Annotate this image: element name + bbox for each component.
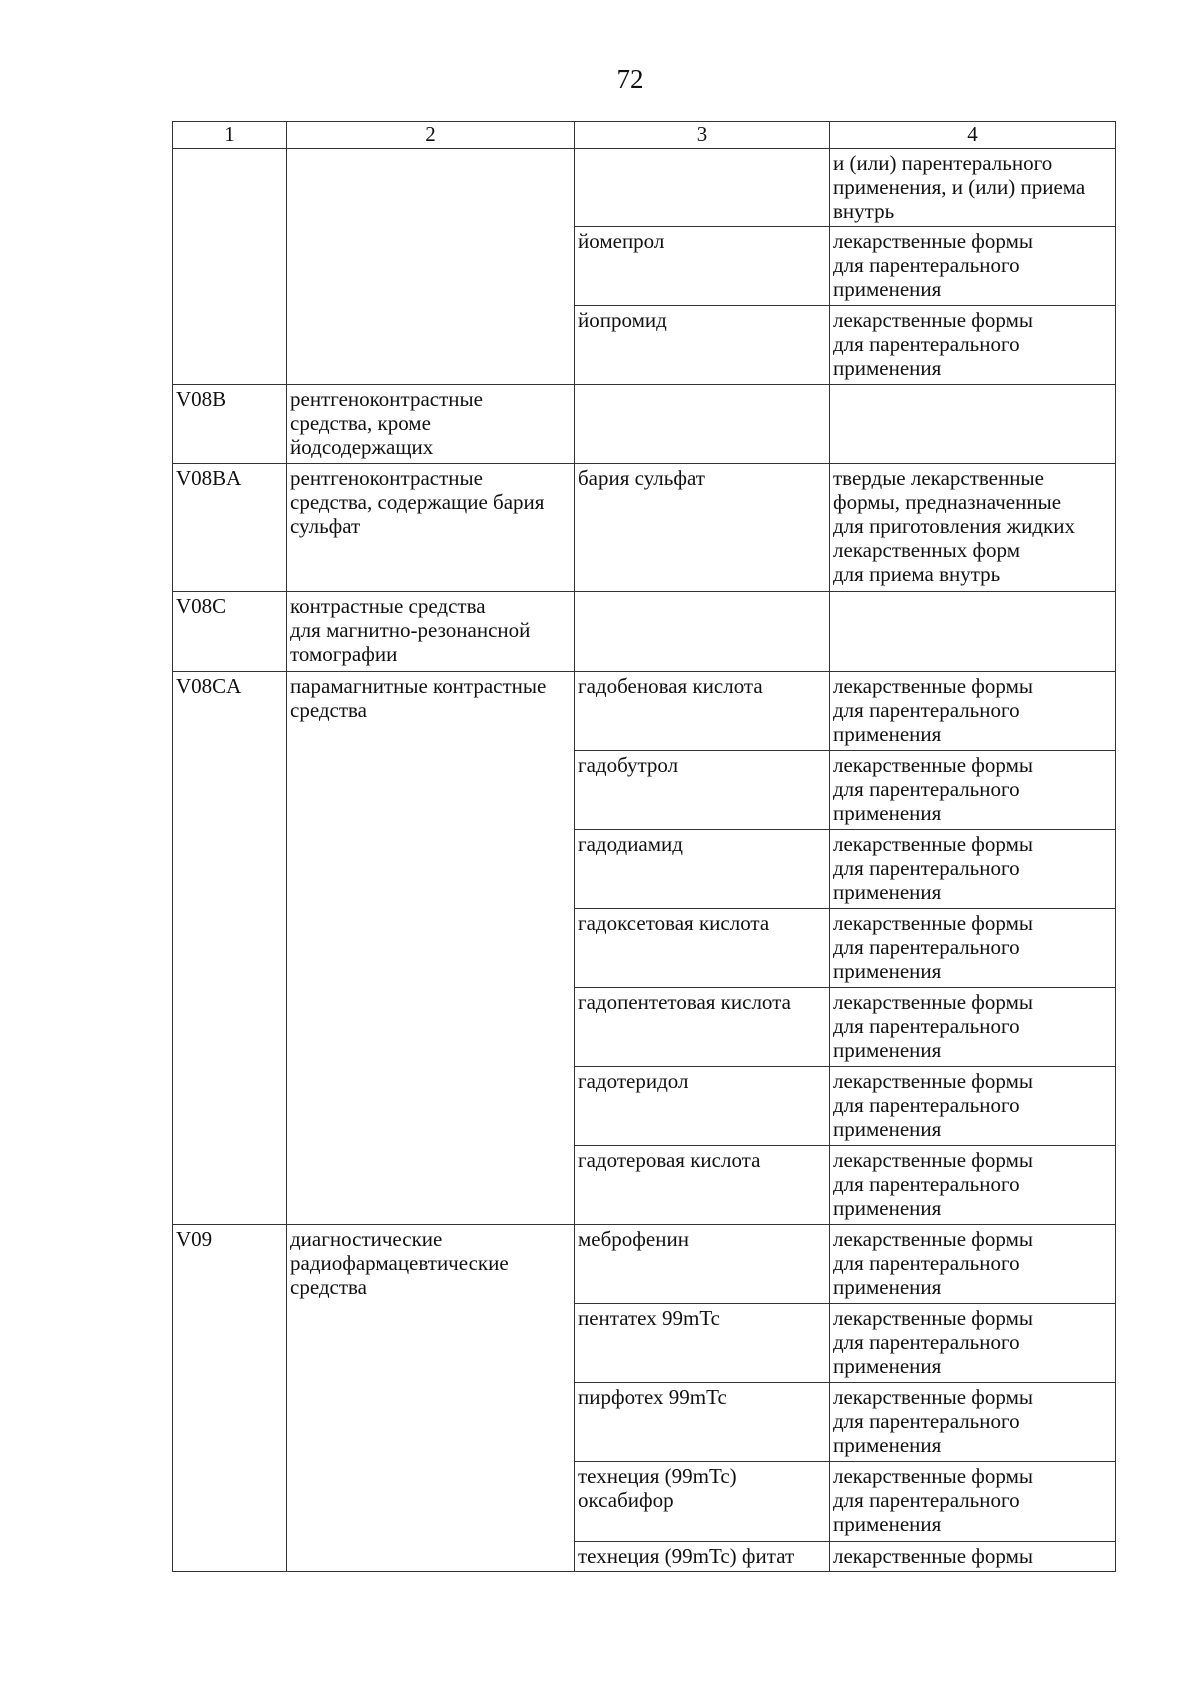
- form-cell: лекарственные формы для парентерального применения: [830, 751, 1116, 830]
- substance-cell: йопромид: [575, 306, 830, 385]
- substance-cell: [575, 592, 830, 672]
- substance-cell: йомепрол: [575, 227, 830, 306]
- table-header-row: [173, 122, 1116, 149]
- table-row: [173, 1225, 1116, 1304]
- code-cell: V08CA: [173, 672, 287, 1225]
- substance-cell: технеция (99mTc) фитат: [575, 1542, 830, 1572]
- name-cell: диагностические радиофармацевтические средства: [287, 1225, 575, 1572]
- substance-cell: гадобутрол: [575, 751, 830, 830]
- table-row: [173, 592, 1116, 672]
- form-cell: лекарственные формы для парентерального применения: [830, 909, 1116, 988]
- header-col-3: 3: [575, 122, 830, 149]
- code-cell: V09: [173, 1225, 287, 1572]
- form-cell: лекарственные формы для парентерального применения: [830, 988, 1116, 1067]
- code-cell: [173, 149, 287, 385]
- substance-cell: бария сульфат: [575, 464, 830, 592]
- table-row: [173, 672, 1116, 751]
- substance-cell: гадотеридол: [575, 1067, 830, 1146]
- form-cell: лекарственные формы для парентерального применения: [830, 227, 1116, 306]
- form-cell: и (или) парентерального применения, и (или) приема внутрь: [830, 149, 1116, 227]
- substance-cell: [575, 149, 830, 227]
- form-cell: лекарственные формы для парентерального применения: [830, 1304, 1116, 1383]
- drug-classification-table: [172, 121, 1116, 1572]
- substance-cell: [575, 385, 830, 464]
- name-cell: контрастные средства для магнитно-резонансной томографии: [287, 592, 575, 672]
- code-cell: V08B: [173, 385, 287, 464]
- form-cell: лекарственные формы для парентерального применения: [830, 1462, 1116, 1542]
- name-cell: рентгеноконтрастные средства, кроме йодсодержащих: [287, 385, 575, 464]
- page-number: 72: [616, 64, 644, 94]
- form-cell: лекарственные формы: [830, 1542, 1116, 1572]
- header-col-4: 4: [830, 122, 1116, 149]
- header-col-2: 2: [287, 122, 575, 149]
- table-row: [173, 385, 1116, 464]
- form-cell: лекарственные формы для парентерального применения: [830, 1383, 1116, 1462]
- substance-cell: меброфенин: [575, 1225, 830, 1304]
- form-cell: лекарственные формы для парентерального применения: [830, 1146, 1116, 1225]
- name-cell: рентгеноконтрастные средства, содержащие бария сульфат: [287, 464, 575, 592]
- substance-cell: пирфотех 99mTc: [575, 1383, 830, 1462]
- substance-cell: гадодиамид: [575, 830, 830, 909]
- header-col-1: 1: [173, 122, 287, 149]
- code-cell: V08BA: [173, 464, 287, 592]
- form-cell: [830, 592, 1116, 672]
- form-cell: лекарственные формы для парентерального применения: [830, 306, 1116, 385]
- form-cell: лекарственные формы для парентерального применения: [830, 830, 1116, 909]
- form-cell: лекарственные формы для парентерального применения: [830, 1225, 1116, 1304]
- substance-cell: гадопентетовая кислота: [575, 988, 830, 1067]
- substance-cell: гадотеровая кислота: [575, 1146, 830, 1225]
- substance-cell: гадоксетовая кислота: [575, 909, 830, 988]
- name-cell: [287, 149, 575, 385]
- code-cell: V08C: [173, 592, 287, 672]
- name-cell: парамагнитные контрастные средства: [287, 672, 575, 1225]
- form-cell: лекарственные формы для парентерального применения: [830, 1067, 1116, 1146]
- substance-cell: технеция (99mTc) оксабифор: [575, 1462, 830, 1542]
- form-cell: [830, 385, 1116, 464]
- substance-cell: пентатех 99mTc: [575, 1304, 830, 1383]
- table-row: [173, 149, 1116, 227]
- substance-cell: гадобеновая кислота: [575, 672, 830, 751]
- table-row: [173, 464, 1116, 592]
- form-cell: лекарственные формы для парентерального применения: [830, 672, 1116, 751]
- form-cell: твердые лекарственные формы, предназначенные для приготовления жидких лекарственных форм для приема внутрь: [830, 464, 1116, 592]
